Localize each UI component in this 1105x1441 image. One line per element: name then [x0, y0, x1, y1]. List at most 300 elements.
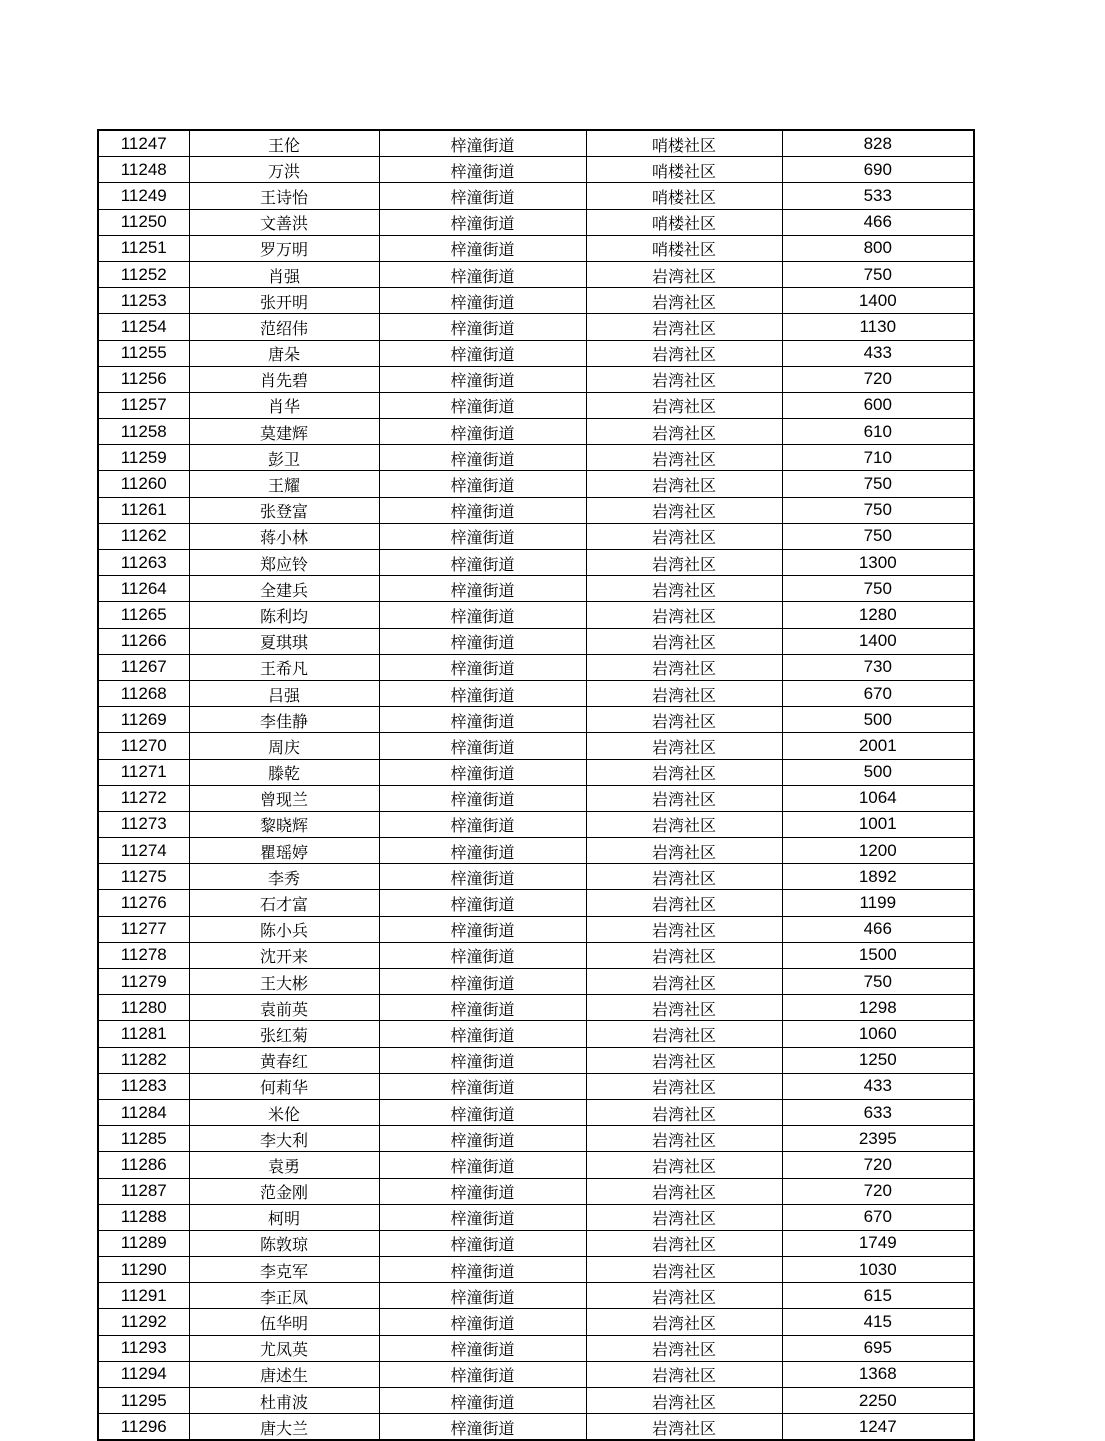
table-row [98, 471, 974, 497]
community-cell: 岩湾社区 [586, 1021, 782, 1047]
street-cell: 梓潼街道 [379, 1309, 586, 1335]
amount-cell: 750 [782, 497, 974, 523]
table-row [98, 1414, 974, 1441]
table-row [98, 445, 974, 471]
community-cell: 岩湾社区 [586, 1283, 782, 1309]
name-cell: 王大彬 [189, 969, 379, 995]
name-cell: 王伦 [189, 130, 379, 157]
street-cell: 梓潼街道 [379, 471, 586, 497]
row-number-cell: 11279 [98, 969, 189, 995]
table-row [98, 1099, 974, 1125]
name-cell: 万洪 [189, 157, 379, 183]
name-cell: 袁前英 [189, 995, 379, 1021]
name-cell: 李克军 [189, 1257, 379, 1283]
street-cell: 梓潼街道 [379, 340, 586, 366]
name-cell: 陈利均 [189, 602, 379, 628]
street-cell: 梓潼街道 [379, 314, 586, 340]
street-cell: 梓潼街道 [379, 1047, 586, 1073]
amount-cell: 533 [782, 183, 974, 209]
community-cell: 岩湾社区 [586, 1309, 782, 1335]
community-cell: 岩湾社区 [586, 471, 782, 497]
street-cell: 梓潼街道 [379, 261, 586, 287]
name-cell: 肖强 [189, 261, 379, 287]
community-cell: 岩湾社区 [586, 602, 782, 628]
amount-cell: 670 [782, 1204, 974, 1230]
community-cell: 岩湾社区 [586, 550, 782, 576]
street-cell: 梓潼街道 [379, 445, 586, 471]
name-cell: 李正凤 [189, 1283, 379, 1309]
table-body [98, 130, 974, 1440]
table-row [98, 707, 974, 733]
street-cell: 梓潼街道 [379, 890, 586, 916]
row-number-cell: 11253 [98, 288, 189, 314]
street-cell: 梓潼街道 [379, 759, 586, 785]
name-cell: 肖先碧 [189, 366, 379, 392]
street-cell: 梓潼街道 [379, 1361, 586, 1387]
name-cell: 何莉华 [189, 1073, 379, 1099]
community-cell: 岩湾社区 [586, 419, 782, 445]
street-cell: 梓潼街道 [379, 628, 586, 654]
community-cell: 岩湾社区 [586, 733, 782, 759]
street-cell: 梓潼街道 [379, 1335, 586, 1361]
amount-cell: 2001 [782, 733, 974, 759]
community-cell: 岩湾社区 [586, 916, 782, 942]
street-cell: 梓潼街道 [379, 602, 586, 628]
community-cell: 岩湾社区 [586, 759, 782, 785]
name-cell: 张红菊 [189, 1021, 379, 1047]
table-row [98, 759, 974, 785]
table-row [98, 1257, 974, 1283]
community-cell: 岩湾社区 [586, 288, 782, 314]
name-cell: 唐述生 [189, 1361, 379, 1387]
table-row [98, 1073, 974, 1099]
amount-cell: 1892 [782, 864, 974, 890]
amount-cell: 433 [782, 1073, 974, 1099]
amount-cell: 415 [782, 1309, 974, 1335]
row-number-cell: 11272 [98, 785, 189, 811]
community-cell: 岩湾社区 [586, 523, 782, 549]
community-cell: 哨楼社区 [586, 183, 782, 209]
name-cell: 陈小兵 [189, 916, 379, 942]
row-number-cell: 11261 [98, 497, 189, 523]
table-row [98, 785, 974, 811]
amount-cell: 1060 [782, 1021, 974, 1047]
amount-cell: 1400 [782, 628, 974, 654]
row-number-cell: 11267 [98, 654, 189, 680]
row-number-cell: 11263 [98, 550, 189, 576]
street-cell: 梓潼街道 [379, 1126, 586, 1152]
street-cell: 梓潼街道 [379, 838, 586, 864]
amount-cell: 433 [782, 340, 974, 366]
table-row [98, 419, 974, 445]
community-cell: 哨楼社区 [586, 157, 782, 183]
amount-cell: 1247 [782, 1414, 974, 1441]
street-cell: 梓潼街道 [379, 576, 586, 602]
row-number-cell: 11259 [98, 445, 189, 471]
amount-cell: 1280 [782, 602, 974, 628]
street-cell: 梓潼街道 [379, 1204, 586, 1230]
name-cell: 范绍伟 [189, 314, 379, 340]
row-number-cell: 11268 [98, 680, 189, 706]
name-cell: 尤凤英 [189, 1335, 379, 1361]
amount-cell: 750 [782, 261, 974, 287]
community-cell: 岩湾社区 [586, 654, 782, 680]
amount-cell: 1298 [782, 995, 974, 1021]
row-number-cell: 11273 [98, 811, 189, 837]
street-cell: 梓潼街道 [379, 130, 586, 157]
row-number-cell: 11277 [98, 916, 189, 942]
street-cell: 梓潼街道 [379, 1021, 586, 1047]
street-cell: 梓潼街道 [379, 654, 586, 680]
name-cell: 莫建辉 [189, 419, 379, 445]
amount-cell: 670 [782, 680, 974, 706]
street-cell: 梓潼街道 [379, 497, 586, 523]
street-cell: 梓潼街道 [379, 1257, 586, 1283]
table-row [98, 969, 974, 995]
table-row [98, 838, 974, 864]
row-number-cell: 11270 [98, 733, 189, 759]
community-cell: 岩湾社区 [586, 445, 782, 471]
row-number-cell: 11256 [98, 366, 189, 392]
row-number-cell: 11281 [98, 1021, 189, 1047]
amount-cell: 1500 [782, 942, 974, 968]
row-number-cell: 11269 [98, 707, 189, 733]
name-cell: 彭卫 [189, 445, 379, 471]
amount-cell: 720 [782, 366, 974, 392]
table-row [98, 157, 974, 183]
row-number-cell: 11250 [98, 209, 189, 235]
table-row [98, 576, 974, 602]
row-number-cell: 11288 [98, 1204, 189, 1230]
row-number-cell: 11286 [98, 1152, 189, 1178]
row-number-cell: 11294 [98, 1361, 189, 1387]
name-cell: 沈开来 [189, 942, 379, 968]
street-cell: 梓潼街道 [379, 785, 586, 811]
community-cell: 岩湾社区 [586, 1099, 782, 1125]
table-row [98, 995, 974, 1021]
community-cell: 岩湾社区 [586, 1152, 782, 1178]
row-number-cell: 11264 [98, 576, 189, 602]
table-row [98, 864, 974, 890]
community-cell: 岩湾社区 [586, 1126, 782, 1152]
amount-cell: 500 [782, 707, 974, 733]
row-number-cell: 11251 [98, 235, 189, 261]
row-number-cell: 11285 [98, 1126, 189, 1152]
amount-cell: 1001 [782, 811, 974, 837]
table-row [98, 1204, 974, 1230]
name-cell: 李佳静 [189, 707, 379, 733]
amount-cell: 1368 [782, 1361, 974, 1387]
amount-cell: 1064 [782, 785, 974, 811]
street-cell: 梓潼街道 [379, 183, 586, 209]
community-cell: 岩湾社区 [586, 1388, 782, 1414]
community-cell: 岩湾社区 [586, 995, 782, 1021]
row-number-cell: 11247 [98, 130, 189, 157]
amount-cell: 610 [782, 419, 974, 445]
name-cell: 李秀 [189, 864, 379, 890]
table-row [98, 942, 974, 968]
table-row [98, 733, 974, 759]
row-number-cell: 11278 [98, 942, 189, 968]
row-number-cell: 11274 [98, 838, 189, 864]
amount-cell: 1749 [782, 1230, 974, 1256]
table-row [98, 890, 974, 916]
community-cell: 岩湾社区 [586, 864, 782, 890]
row-number-cell: 11252 [98, 261, 189, 287]
name-cell: 曾现兰 [189, 785, 379, 811]
table-row [98, 602, 974, 628]
name-cell: 柯明 [189, 1204, 379, 1230]
street-cell: 梓潼街道 [379, 680, 586, 706]
row-number-cell: 11266 [98, 628, 189, 654]
name-cell: 郑应铃 [189, 550, 379, 576]
street-cell: 梓潼街道 [379, 1283, 586, 1309]
name-cell: 罗万明 [189, 235, 379, 261]
amount-cell: 1300 [782, 550, 974, 576]
table-row [98, 392, 974, 418]
name-cell: 李大利 [189, 1126, 379, 1152]
name-cell: 唐大兰 [189, 1414, 379, 1441]
name-cell: 蒋小林 [189, 523, 379, 549]
table-row [98, 1047, 974, 1073]
community-cell: 岩湾社区 [586, 811, 782, 837]
row-number-cell: 11295 [98, 1388, 189, 1414]
street-cell: 梓潼街道 [379, 942, 586, 968]
amount-cell: 1200 [782, 838, 974, 864]
row-number-cell: 11276 [98, 890, 189, 916]
table-row [98, 183, 974, 209]
street-cell: 梓潼街道 [379, 733, 586, 759]
table-row [98, 916, 974, 942]
street-cell: 梓潼街道 [379, 811, 586, 837]
community-cell: 岩湾社区 [586, 1047, 782, 1073]
community-cell: 岩湾社区 [586, 1230, 782, 1256]
row-number-cell: 11287 [98, 1178, 189, 1204]
table-row [98, 314, 974, 340]
table-row [98, 1283, 974, 1309]
amount-cell: 1030 [782, 1257, 974, 1283]
amount-cell: 1250 [782, 1047, 974, 1073]
name-cell: 黎晓辉 [189, 811, 379, 837]
row-number-cell: 11293 [98, 1335, 189, 1361]
community-cell: 岩湾社区 [586, 969, 782, 995]
community-cell: 哨楼社区 [586, 209, 782, 235]
name-cell: 王诗怡 [189, 183, 379, 209]
amount-cell: 695 [782, 1335, 974, 1361]
name-cell: 黄春红 [189, 1047, 379, 1073]
community-cell: 岩湾社区 [586, 785, 782, 811]
table-row [98, 523, 974, 549]
community-cell: 岩湾社区 [586, 340, 782, 366]
amount-cell: 2250 [782, 1388, 974, 1414]
community-cell: 岩湾社区 [586, 366, 782, 392]
table-row [98, 209, 974, 235]
street-cell: 梓潼街道 [379, 1099, 586, 1125]
community-cell: 岩湾社区 [586, 1073, 782, 1099]
table-row [98, 1126, 974, 1152]
amount-cell: 720 [782, 1178, 974, 1204]
table-row [98, 1361, 974, 1387]
name-cell: 吕强 [189, 680, 379, 706]
amount-cell: 500 [782, 759, 974, 785]
row-number-cell: 11275 [98, 864, 189, 890]
amount-cell: 750 [782, 576, 974, 602]
name-cell: 夏琪琪 [189, 628, 379, 654]
community-cell: 岩湾社区 [586, 680, 782, 706]
amount-cell: 750 [782, 523, 974, 549]
amount-cell: 730 [782, 654, 974, 680]
row-number-cell: 11290 [98, 1257, 189, 1283]
row-number-cell: 11262 [98, 523, 189, 549]
row-number-cell: 11289 [98, 1230, 189, 1256]
table-row [98, 1309, 974, 1335]
name-cell: 伍华明 [189, 1309, 379, 1335]
row-number-cell: 11257 [98, 392, 189, 418]
amount-cell: 828 [782, 130, 974, 157]
street-cell: 梓潼街道 [379, 916, 586, 942]
name-cell: 王耀 [189, 471, 379, 497]
table-row [98, 1335, 974, 1361]
amount-cell: 2395 [782, 1126, 974, 1152]
table-row [98, 811, 974, 837]
table-row [98, 1021, 974, 1047]
amount-cell: 1130 [782, 314, 974, 340]
amount-cell: 690 [782, 157, 974, 183]
row-number-cell: 11248 [98, 157, 189, 183]
name-cell: 米伦 [189, 1099, 379, 1125]
community-cell: 岩湾社区 [586, 1335, 782, 1361]
amount-cell: 750 [782, 969, 974, 995]
table-row [98, 130, 974, 157]
amount-cell: 710 [782, 445, 974, 471]
street-cell: 梓潼街道 [379, 209, 586, 235]
row-number-cell: 11249 [98, 183, 189, 209]
street-cell: 梓潼街道 [379, 235, 586, 261]
table-row [98, 288, 974, 314]
row-number-cell: 11296 [98, 1414, 189, 1441]
row-number-cell: 11260 [98, 471, 189, 497]
amount-cell: 633 [782, 1099, 974, 1125]
street-cell: 梓潼街道 [379, 864, 586, 890]
street-cell: 梓潼街道 [379, 392, 586, 418]
community-cell: 哨楼社区 [586, 130, 782, 157]
amount-cell: 750 [782, 471, 974, 497]
street-cell: 梓潼街道 [379, 1230, 586, 1256]
street-cell: 梓潼街道 [379, 1178, 586, 1204]
name-cell: 周庆 [189, 733, 379, 759]
name-cell: 张开明 [189, 288, 379, 314]
street-cell: 梓潼街道 [379, 366, 586, 392]
table-row [98, 1152, 974, 1178]
street-cell: 梓潼街道 [379, 523, 586, 549]
table-row [98, 1178, 974, 1204]
table-row [98, 628, 974, 654]
row-number-cell: 11283 [98, 1073, 189, 1099]
community-cell: 岩湾社区 [586, 497, 782, 523]
name-cell: 文善洪 [189, 209, 379, 235]
name-cell: 范金刚 [189, 1178, 379, 1204]
row-number-cell: 11255 [98, 340, 189, 366]
amount-cell: 1199 [782, 890, 974, 916]
amount-cell: 800 [782, 235, 974, 261]
street-cell: 梓潼街道 [379, 707, 586, 733]
table-row [98, 261, 974, 287]
row-number-cell: 11282 [98, 1047, 189, 1073]
table-row [98, 680, 974, 706]
table-row [98, 1388, 974, 1414]
street-cell: 梓潼街道 [379, 995, 586, 1021]
name-cell: 王希凡 [189, 654, 379, 680]
street-cell: 梓潼街道 [379, 288, 586, 314]
amount-cell: 720 [782, 1152, 974, 1178]
community-cell: 岩湾社区 [586, 628, 782, 654]
name-cell: 肖华 [189, 392, 379, 418]
name-cell: 杜甫波 [189, 1388, 379, 1414]
street-cell: 梓潼街道 [379, 550, 586, 576]
table-row [98, 1230, 974, 1256]
community-cell: 岩湾社区 [586, 1178, 782, 1204]
street-cell: 梓潼街道 [379, 1073, 586, 1099]
table-row [98, 366, 974, 392]
row-number-cell: 11292 [98, 1309, 189, 1335]
street-cell: 梓潼街道 [379, 1414, 586, 1441]
community-cell: 岩湾社区 [586, 942, 782, 968]
amount-cell: 615 [782, 1283, 974, 1309]
row-number-cell: 11284 [98, 1099, 189, 1125]
community-cell: 岩湾社区 [586, 838, 782, 864]
table-row [98, 340, 974, 366]
community-cell: 岩湾社区 [586, 1204, 782, 1230]
table-row [98, 235, 974, 261]
row-number-cell: 11280 [98, 995, 189, 1021]
community-cell: 岩湾社区 [586, 392, 782, 418]
amount-cell: 1400 [782, 288, 974, 314]
community-cell: 岩湾社区 [586, 576, 782, 602]
community-cell: 岩湾社区 [586, 1257, 782, 1283]
name-cell: 全建兵 [189, 576, 379, 602]
street-cell: 梓潼街道 [379, 1152, 586, 1178]
row-number-cell: 11254 [98, 314, 189, 340]
name-cell: 袁勇 [189, 1152, 379, 1178]
amount-cell: 466 [782, 916, 974, 942]
name-cell: 石才富 [189, 890, 379, 916]
street-cell: 梓潼街道 [379, 419, 586, 445]
amount-cell: 466 [782, 209, 974, 235]
community-cell: 岩湾社区 [586, 890, 782, 916]
name-cell: 陈敦琼 [189, 1230, 379, 1256]
table-row [98, 550, 974, 576]
row-number-cell: 11265 [98, 602, 189, 628]
street-cell: 梓潼街道 [379, 1388, 586, 1414]
table-row [98, 497, 974, 523]
community-cell: 岩湾社区 [586, 1414, 782, 1441]
row-number-cell: 11271 [98, 759, 189, 785]
row-number-cell: 11258 [98, 419, 189, 445]
community-cell: 岩湾社区 [586, 1361, 782, 1387]
row-number-cell: 11291 [98, 1283, 189, 1309]
street-cell: 梓潼街道 [379, 157, 586, 183]
name-cell: 瞿瑶婷 [189, 838, 379, 864]
name-cell: 唐朵 [189, 340, 379, 366]
community-cell: 岩湾社区 [586, 261, 782, 287]
data-table [97, 129, 975, 1441]
community-cell: 岩湾社区 [586, 707, 782, 733]
street-cell: 梓潼街道 [379, 969, 586, 995]
community-cell: 哨楼社区 [586, 235, 782, 261]
name-cell: 滕乾 [189, 759, 379, 785]
table-row [98, 654, 974, 680]
amount-cell: 600 [782, 392, 974, 418]
